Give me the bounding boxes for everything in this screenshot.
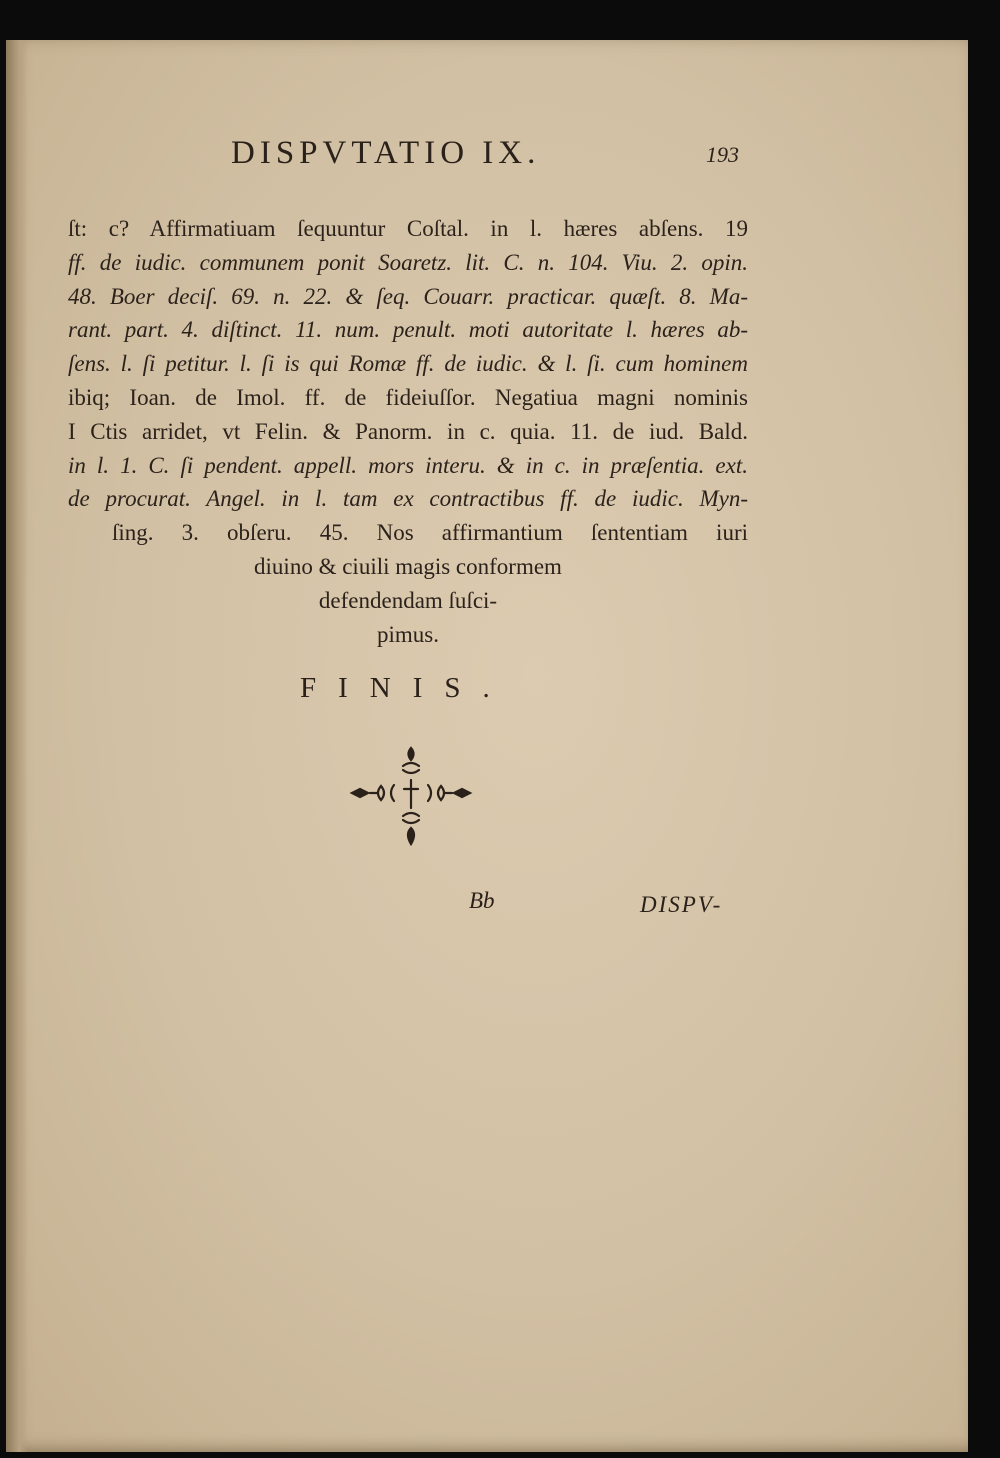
- text-line: ff. de iudic. communem ponit Soaretz. lit. C. n. 104. Viu. 2. opin.: [68, 249, 748, 275]
- text-line: ſt: c? Affirmatiuam ſequuntur Coſtal. in l. hæres abſens. 19: [68, 216, 748, 241]
- text-line: diuino & ciuili magis conformem: [254, 553, 562, 579]
- page-number: 193: [706, 142, 739, 167]
- text-line: I Ctis arridet, vt Felin. & Panorm. in c. quia. 11. de iud. Bald.: [68, 418, 748, 444]
- tail-piece-cross-ornament-icon: [346, 740, 476, 860]
- text-line: pimus.: [377, 621, 439, 647]
- catchword: DISPV-: [640, 892, 723, 917]
- text-line: de procurat. Angel. in l. tam ex contractibus ff. de iudic. Myn-: [68, 486, 748, 512]
- finis-heading: FINIS.: [300, 672, 512, 704]
- page-gutter-shadow: [6, 40, 28, 1452]
- book-page: [6, 40, 968, 1452]
- signature-mark: Bb: [469, 888, 495, 913]
- text-line: ſens. l. ſi petitur. l. ſi is qui Romæ ff. de iudic. & l. ſi. cum hominem: [68, 351, 748, 377]
- text-line: ibiq; Ioan. de Imol. ff. de fideiuſſor. Negatiua magni nominis: [68, 384, 748, 410]
- body-text: [68, 212, 748, 651]
- text-line: in l. 1. C. ſi pendent. appell. mors interu. & in c. in præſentia. ext.: [68, 452, 748, 478]
- text-line: 48. Boer deciſ. 69. n. 22. & ſeq. Couarr. practicar. quæſt. 8. Ma-: [68, 283, 748, 309]
- text-line: rant. part. 4. diſtinct. 11. num. penult. moti autoritate l. hæres ab-: [68, 317, 748, 343]
- text-line: ſing. 3. obſeru. 45. Nos affirmantium ſententiam iuri: [112, 520, 748, 546]
- text-line: defendendam ſuſci-: [318, 587, 498, 613]
- running-head: DISPVTATIO IX.: [231, 135, 541, 171]
